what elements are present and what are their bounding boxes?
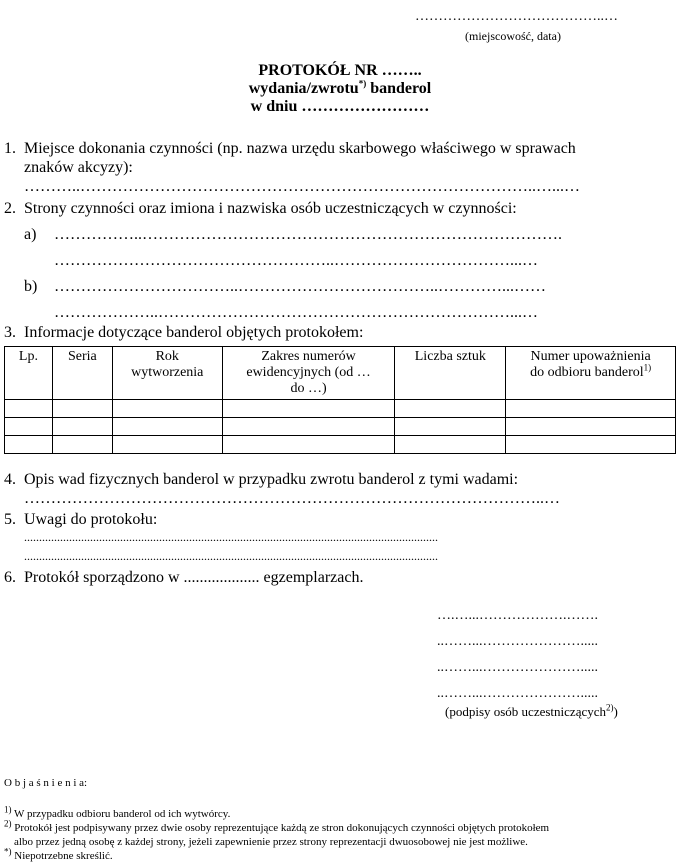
table-row	[5, 436, 676, 454]
section-1-text-line2: znaków akcyzy):	[24, 159, 133, 176]
col-header-seria: Seria	[52, 347, 112, 400]
table-row	[5, 400, 676, 418]
section-3-text: Informacje dotyczące banderol objętych protokołem:	[24, 324, 364, 341]
col-header-liczba: Liczba sztuk	[395, 347, 506, 400]
signature-line-4: ..……...………………….....	[437, 686, 598, 701]
footnotes-heading: O b j a ś n i e n i a:	[4, 777, 88, 789]
signature-label: (podpisy osób uczestniczących$^{2)}$)	[445, 702, 618, 719]
banderol-table	[4, 346, 676, 454]
section-4-fill-line: ……………………………………………………………………………………..…	[24, 490, 560, 507]
table-cell[interactable]	[222, 418, 395, 436]
table-cell[interactable]	[5, 436, 53, 454]
protocol-subtitle: wydania/zwrotu*) banderol	[248, 78, 432, 97]
section-5-text: Uwagi do protokołu:	[24, 511, 158, 528]
place-date-dots: …………………………………..…	[415, 9, 618, 24]
table-cell[interactable]	[506, 418, 676, 436]
section-1-fill-line: ………..…………………………………………………………………………..…...…	[24, 178, 580, 195]
table-cell[interactable]	[5, 418, 53, 436]
section-5-number: 5.	[4, 511, 16, 528]
table-row	[5, 418, 676, 436]
table-cell[interactable]	[506, 436, 676, 454]
table-cell[interactable]	[112, 400, 222, 418]
place-date-label: (miejscowość, data)	[465, 29, 561, 43]
footnote-1: $^{1)}$ W przypadku odbioru banderol od ich wytwórcy.	[4, 804, 231, 820]
col-header-lp: Lp.	[5, 347, 53, 400]
protocol-date-line: w dniu ……………………	[250, 98, 430, 115]
party-a-fill-line-2: ……………………………………………..……………………………...…	[54, 252, 538, 269]
section-6-number: 6.	[4, 569, 16, 586]
table-cell[interactable]	[52, 418, 112, 436]
section-2-text: Strony czynności oraz imiona i nazwiska osób uczestniczących w czynności:	[24, 200, 517, 217]
footnote-3: *) Niepotrzebne skreślić.	[4, 846, 113, 862]
party-b-fill-line-1: ……………………………..………………………………..…………...……	[54, 278, 546, 295]
section-1-number: 1.	[4, 140, 16, 157]
col-header-rok: Rok wytworzenia	[112, 347, 222, 400]
section-4-text: Opis wad fizycznych banderol w przypadku zwrotu banderol z tymi wadami:	[24, 471, 519, 488]
section-6-text: Protokół sporządzono w ................... egzemplarzach.	[24, 569, 364, 586]
table-cell[interactable]	[5, 400, 53, 418]
table-cell[interactable]	[222, 400, 395, 418]
table-cell[interactable]	[112, 436, 222, 454]
footnote-2-line-2: albo przez jedną osobę z każdej strony, jeżeli zapewnienie przez strony reprezentacji dwuosobowej nie jest możliwe.	[14, 836, 528, 848]
table-header-row	[5, 347, 676, 400]
section-4-number: 4.	[4, 471, 16, 488]
party-a-label: a)	[24, 226, 37, 243]
section-1-text-line1: Miejsce dokonania czynności (np. nazwa urzędu skarbowego właściwego w sprawach	[24, 140, 576, 157]
section-2-number: 2.	[4, 200, 16, 217]
party-a-fill-line-1: ……………..…………………………………………………………………….	[54, 226, 562, 243]
table-cell[interactable]	[506, 400, 676, 418]
section-5-fill-line-2: ..........................................................................................................................................	[24, 549, 438, 563]
table-cell[interactable]	[112, 418, 222, 436]
signature-line-3: ..……...………………….....	[437, 660, 598, 675]
table-cell[interactable]	[395, 436, 506, 454]
table-cell[interactable]	[52, 400, 112, 418]
party-b-fill-line-2: ………………..…………………………………………………………...…	[54, 304, 538, 321]
signature-line-1: ….…...……………….…….	[437, 608, 598, 623]
section-5-fill-line-1: ..........................................................................................................................................	[24, 530, 438, 544]
table-cell[interactable]	[395, 418, 506, 436]
party-b-label: b)	[24, 278, 38, 295]
col-header-numer: Numer upoważnienia do odbioru banderol$^{1)}$	[506, 347, 676, 400]
protocol-title: PROTOKÓŁ NR ……..	[258, 62, 422, 79]
footnote-2-line-1: $^{2)}$ Protokół jest podpisywany przez dwie osoby reprezentujące każdą ze stron dokonujących czynności objętych protokołem	[4, 818, 550, 834]
signature-line-2: ..……...………………….....	[437, 634, 598, 649]
table-cell[interactable]	[395, 400, 506, 418]
table-cell[interactable]	[222, 436, 395, 454]
section-3-number: 3.	[4, 324, 16, 341]
col-header-zakres: Zakres numerów ewidencyjnych (od … do …)	[222, 347, 395, 400]
table-cell[interactable]	[52, 436, 112, 454]
